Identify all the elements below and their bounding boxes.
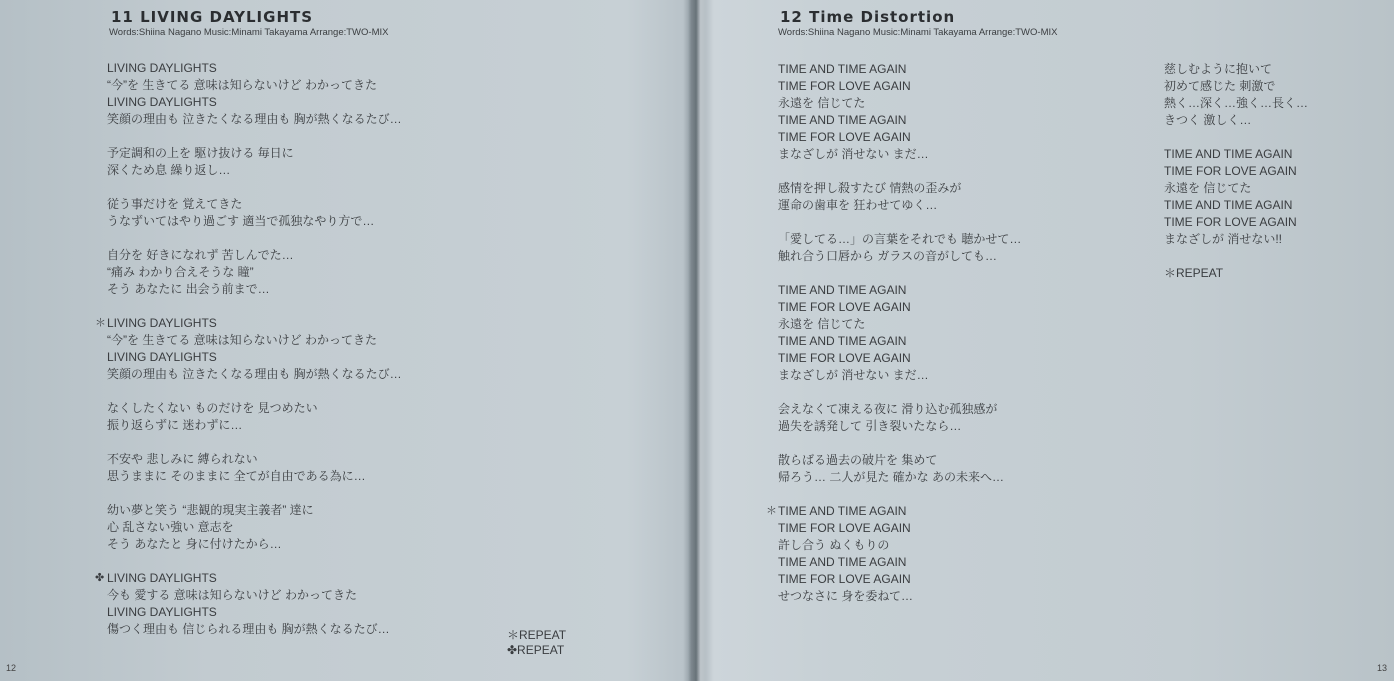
lyric-line xyxy=(107,349,402,366)
lyric-line xyxy=(107,400,402,417)
lyric-line xyxy=(778,112,1021,129)
lyric-text: 永遠を 信じてた xyxy=(778,96,866,110)
lyric-text: LIVING DAYLIGHTS xyxy=(107,61,217,75)
lyric-text: 帰ろう… 二人が見た 確かな あの未来へ… xyxy=(778,470,1005,484)
lyric-line xyxy=(778,333,1021,350)
lyric-line xyxy=(107,213,402,230)
lyric-text: “今”を 生きてる 意味は知らないけど わかってきた xyxy=(107,333,377,347)
lyric-text: 許し合う ぬくもりの xyxy=(778,538,890,552)
lyric-line xyxy=(778,316,1021,333)
lyric-text: 過失を誘発して 引き裂いたなら… xyxy=(778,419,962,433)
lyric-line xyxy=(778,588,1021,605)
lyric-text: まなざしが 消せない まだ… xyxy=(778,147,929,161)
lyric-text: 永遠を 信じてた xyxy=(1164,181,1252,195)
lyric-line xyxy=(107,621,402,638)
lyric-text: TIME FOR LOVE AGAIN xyxy=(1164,215,1297,229)
lyric-line xyxy=(1164,197,1308,214)
lyric-line xyxy=(107,196,402,213)
lyric-text: 自分を 好きになれず 苦しんでた… xyxy=(107,248,294,262)
lyric-text: 会えなくて凍える夜に 滑り込む孤独感が xyxy=(778,402,998,416)
lyric-line xyxy=(778,146,1021,163)
lyric-line xyxy=(778,520,1021,537)
lyric-text: 幼い夢と笑う “悲観的現実主義者” 達に xyxy=(107,503,314,517)
lyric-text: まなざしが 消せない!! xyxy=(1164,232,1283,246)
lyric-text: 初めて感じた 刺激で xyxy=(1164,79,1276,93)
lyric-line xyxy=(107,366,402,383)
lyric-line xyxy=(778,282,1021,299)
lyric-text: TIME FOR LOVE AGAIN xyxy=(778,300,911,314)
lyric-line xyxy=(107,281,402,298)
lyric-text: 思うままに そのままに 全てが自由である為に… xyxy=(107,469,366,483)
stanza-gap xyxy=(107,553,402,570)
lyric-line xyxy=(778,129,1021,146)
lyric-text: TIME AND TIME AGAIN xyxy=(778,334,907,348)
lyric-text: きつく 激しく… xyxy=(1164,113,1252,127)
lyric-text: 傷つく理由も 信じられる理由も 胸が熱くなるたび… xyxy=(107,622,390,636)
lyric-text: 振り返らずに 迷わずに… xyxy=(107,418,243,432)
lyrics-column-2 xyxy=(1164,61,1308,282)
lyric-text: TIME AND TIME AGAIN xyxy=(778,113,907,127)
lyric-text: 不安や 悲しみに 縛られない xyxy=(107,452,258,466)
lyric-text: 運命の歯車を 狂わせてゆく… xyxy=(778,198,938,212)
lyric-text: 笑顔の理由も 泣きたくなる理由も 胸が熱くなるたび… xyxy=(107,112,402,126)
lyric-text: せつなさに 身を委ねて… xyxy=(778,589,914,603)
stanza-gap xyxy=(1164,129,1308,146)
lyric-line xyxy=(778,401,1021,418)
stanza-gap xyxy=(778,265,1021,282)
stanza-gap xyxy=(778,384,1021,401)
lyric-line xyxy=(1164,61,1308,78)
lyric-text: 笑顔の理由も 泣きたくなる理由も 胸が熱くなるたび… xyxy=(107,367,402,381)
lyric-line xyxy=(95,315,402,332)
lyric-text: 慈しむように抱いて xyxy=(1164,62,1273,76)
lyric-text: 予定調和の上を 駆け抜ける 毎日に xyxy=(107,146,294,160)
lyric-line xyxy=(107,417,402,434)
page-number: 12 xyxy=(6,663,17,673)
lyric-text: TIME FOR LOVE AGAIN xyxy=(778,521,911,535)
lyric-line xyxy=(107,94,402,111)
lyric-text: 今も 愛する 意味は知らないけど わかってきた xyxy=(107,588,358,602)
lyric-text: LIVING DAYLIGHTS xyxy=(107,571,217,585)
lyric-line xyxy=(778,248,1021,265)
lyric-line xyxy=(1164,78,1308,95)
lyric-text: まなざしが 消せない まだ… xyxy=(778,368,929,382)
stanza-gap xyxy=(778,486,1021,503)
left-page xyxy=(0,0,696,681)
lyric-line xyxy=(1164,214,1308,231)
lyric-text: LIVING DAYLIGHTS xyxy=(107,316,217,330)
lyric-text: TIME AND TIME AGAIN xyxy=(1164,147,1293,161)
lyric-text: TIME AND TIME AGAIN xyxy=(1164,198,1293,212)
stanza-gap xyxy=(107,128,402,145)
lyric-text: TIME AND TIME AGAIN xyxy=(778,504,907,518)
lyric-line xyxy=(778,537,1021,554)
lyric-line xyxy=(778,197,1021,214)
lyric-line xyxy=(778,299,1021,316)
lyric-line xyxy=(778,180,1021,197)
lyric-line xyxy=(107,111,402,128)
track-title: 12 Time Distortion xyxy=(780,8,956,26)
lyric-text: “痛み わかり合えそうな 瞳” xyxy=(107,265,254,279)
lyric-line xyxy=(107,519,402,536)
lyric-text: LIVING DAYLIGHTS xyxy=(107,605,217,619)
lyric-line xyxy=(107,604,402,621)
lyric-text: 感情を押し殺すたび 情熱の歪みが xyxy=(778,181,962,195)
lyric-line xyxy=(778,418,1021,435)
lyric-line xyxy=(778,571,1021,588)
lyric-line xyxy=(107,536,402,553)
lyric-line xyxy=(107,264,402,281)
stanza-gap xyxy=(107,298,402,315)
lyric-text: 熱く…深く…強く…長く… xyxy=(1164,96,1309,110)
track-title: 11 LIVING DAYLIGHTS xyxy=(111,8,314,26)
stanza-gap xyxy=(778,163,1021,180)
lyric-text: 心 乱さない強い 意志を xyxy=(107,520,234,534)
lyric-line xyxy=(1164,231,1308,248)
stanza-gap xyxy=(107,383,402,400)
lyric-line xyxy=(107,145,402,162)
lyric-text: 従う事だけを 覚えてきた xyxy=(107,197,243,211)
lyric-text: TIME FOR LOVE AGAIN xyxy=(778,79,911,93)
lyric-line xyxy=(107,60,402,77)
stanza-gap xyxy=(107,485,402,502)
lyric-text: 散らばる過去の破片を 集めて xyxy=(778,453,938,467)
lyric-line xyxy=(107,468,402,485)
lyric-text: 「愛してる…」の言葉をそれでも 聴かせて… xyxy=(778,232,1022,246)
stanza-gap xyxy=(107,230,402,247)
lyric-line xyxy=(778,95,1021,112)
lyric-text: TIME AND TIME AGAIN xyxy=(778,62,907,76)
lyric-text: 永遠を 信じてた xyxy=(778,317,866,331)
repeat-marker: ＊ xyxy=(766,505,777,517)
lyrics-column-1 xyxy=(766,61,1022,605)
lyric-text: うなずいてはやり過ごす 適当で孤独なやり方で… xyxy=(107,214,375,228)
page-number: 13 xyxy=(1377,663,1388,673)
lyric-text: ＊REPEAT xyxy=(1164,266,1224,280)
lyric-text: 触れ合う口唇から ガラスの音がしても… xyxy=(778,249,997,263)
lyric-line xyxy=(1164,265,1308,282)
credits: Words:Shiina Nagano Music:Minami Takayama Arrange:TWO-MIX xyxy=(778,27,1058,38)
repeat-marker: ✤ xyxy=(95,572,105,584)
lyric-line xyxy=(1164,146,1308,163)
lyric-line xyxy=(95,570,402,587)
lyric-text: なくしたくない ものだけを 見つめたい xyxy=(107,401,318,415)
lyric-text: TIME AND TIME AGAIN xyxy=(778,555,907,569)
lyric-line xyxy=(107,77,402,94)
stanza-gap xyxy=(778,435,1021,452)
credits: Words:Shiina Nagano Music:Minami Takayama Arrange:TWO-MIX xyxy=(109,27,389,38)
lyric-line xyxy=(107,332,402,349)
lyric-line xyxy=(1164,163,1308,180)
lyric-line xyxy=(107,451,402,468)
stanza-gap xyxy=(778,214,1021,231)
lyric-text: “今”を 生きてる 意味は知らないけど わかってきた xyxy=(107,78,377,92)
lyric-line xyxy=(1164,112,1308,129)
lyric-text: LIVING DAYLIGHTS xyxy=(107,350,217,364)
lyric-line xyxy=(778,452,1021,469)
lyric-line xyxy=(107,502,402,519)
lyric-line xyxy=(778,78,1021,95)
lyric-line xyxy=(778,554,1021,571)
lyric-text: TIME FOR LOVE AGAIN xyxy=(1164,164,1297,178)
lyric-text: 深くため息 繰り返し… xyxy=(107,163,231,177)
stanza-gap xyxy=(107,434,402,451)
lyric-line xyxy=(107,247,402,264)
lyric-line xyxy=(778,350,1021,367)
right-page xyxy=(697,0,1394,681)
lyric-text: TIME FOR LOVE AGAIN xyxy=(778,130,911,144)
repeat-label: ＊REPEAT xyxy=(507,628,567,642)
lyric-line xyxy=(778,469,1021,486)
lyric-line xyxy=(1164,95,1308,112)
lyric-line xyxy=(107,162,402,179)
lyric-text: TIME FOR LOVE AGAIN xyxy=(778,572,911,586)
stanza-gap xyxy=(107,179,402,196)
lyric-text: そう あなたと 身に付けたから… xyxy=(107,537,282,551)
lyric-line xyxy=(778,367,1021,384)
stanza-gap xyxy=(1164,248,1308,265)
lyric-text: LIVING DAYLIGHTS xyxy=(107,95,217,109)
lyrics xyxy=(95,60,402,638)
lyric-line xyxy=(778,61,1021,78)
repeat-marker: ＊ xyxy=(95,317,106,329)
lyric-line xyxy=(107,587,402,604)
lyric-line xyxy=(1164,180,1308,197)
lyric-line xyxy=(778,231,1021,248)
repeat-label: ✤REPEAT xyxy=(507,643,565,657)
lyric-line xyxy=(766,503,1021,520)
lyric-text: TIME AND TIME AGAIN xyxy=(778,283,907,297)
lyric-text: TIME FOR LOVE AGAIN xyxy=(778,351,911,365)
lyric-text: そう あなたに 出会う前まで… xyxy=(107,282,270,296)
